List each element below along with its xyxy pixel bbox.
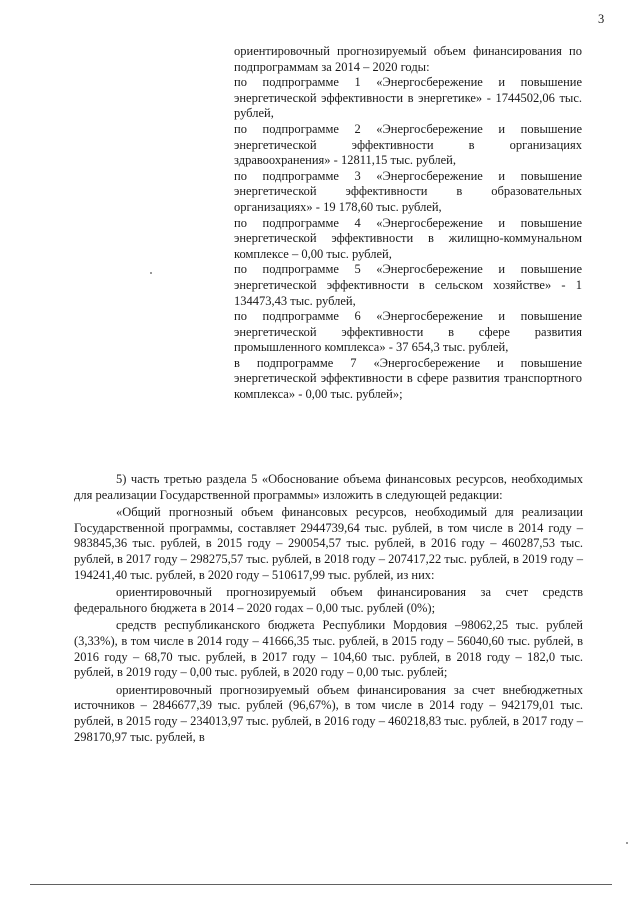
subprogram-7-item: в подпрограмме 7 «Энергосбережение и повышение энергетической эффективности в сфере развития транспортного комплекса» - 0,00 тыс. рублей»; <box>234 355 582 402</box>
republican-budget-paragraph: средств республиканского бюджета Республики Мордовия –98062,25 тыс. рублей (3,33%), в том числе в 2014 году – 41666,35 тыс. рублей, в 2015 году – 56040,60 тыс. рублей, в 2016 году – 68,70 тыс. рублей, в 2017 году – 104,60 тыс. рублей, в 2018 году – 182,0 тыс. рублей, в 2019 году – 0,00 тыс. рублей, в 2020 году – 0,00 тыс. рублей; <box>74 618 583 680</box>
federal-budget-paragraph: ориентировочный прогнозируемый объем финансирования за счет средств федерального бюджета в 2014 – 2020 годах – 0,00 тыс. рублей (0%); <box>74 585 583 615</box>
subprogram-5-item: по подпрограмме 5 «Энергосбережение и повышение энергетической эффективности в сельском хозяйстве» - 1 134473,43 тыс. рублей, <box>234 262 582 308</box>
page-number: 3 <box>598 12 605 26</box>
financing-intro: ориентировочный прогнозируемый объем финансирования по подпрограммам за 2014 – 2020 годы: <box>234 44 582 74</box>
total-financing-paragraph: «Общий прогнозный объем финансовых ресурсов, необходимый для реализации Государственной программы, составляет 2944739,64 тыс. рублей, в том числе в 2014 году – 983845,36 тыс. рублей, в 2015 году – 290054,57 тыс. рублей, в 2016 году – 460287,53 тыс. рублей, в 2017 году – 298275,57 тыс. рублей, в 2018 году – 207417,22 тыс. рублей, в 2019 году – 194241,40 тыс. рублей, в 2020 году – 510617,99 тыс. рублей, из них: <box>74 505 583 582</box>
subprogram-2-item: по подпрограмме 2 «Энергосбережение и повышение энергетической эффективности в организациях здравоохранения» - 12811,15 тыс. рублей, <box>234 121 582 168</box>
main-text-block <box>74 472 583 747</box>
subprogram-1-item: по подпрограмме 1 «Энергосбережение и повышение энергетической эффективности в энергетике» - 1744502,06 тыс. рублей, <box>234 75 582 121</box>
subprogram-6-item: по подпрограмме 6 «Энергосбережение и повышение энергетической эффективности в сфере развития промышленного комплекса» - 37 654,3 тыс. рублей, <box>234 309 582 355</box>
extrabudgetary-paragraph: ориентировочный прогнозируемый объем финансирования за счет внебюджетных источников – 2846677,39 тыс. рублей (96,67%), в том числе в 2014 году – 942179,01 тыс. рублей, в 2015 году – 234013,97 тыс. рублей, в 2016 году – 460218,83 тыс. рублей, в 2017 году –298170,97 тыс. рублей, в <box>74 682 583 744</box>
subprogram-4-item: по подпрограмме 4 «Энергосбережение и повышение энергетической эффективности в жилищно-коммунальном комплексе – 0,00 тыс. рублей, <box>234 215 582 261</box>
subprogram-3-item: по подпрограмме 3 «Энергосбережение и повышение энергетической эффективности в образовательных организациях» - 19 178,60 тыс. рублей, <box>234 168 582 214</box>
scan-speck <box>150 272 152 274</box>
scan-speck <box>626 842 628 844</box>
amendment-item-5: 5) часть третью раздела 5 «Обоснование объема финансовых ресурсов, необходимых для реализации Государственной программы» изложить в следующей редакции: <box>74 472 583 502</box>
subprogram-financing-block <box>234 44 582 403</box>
scan-edge-line <box>30 884 612 885</box>
